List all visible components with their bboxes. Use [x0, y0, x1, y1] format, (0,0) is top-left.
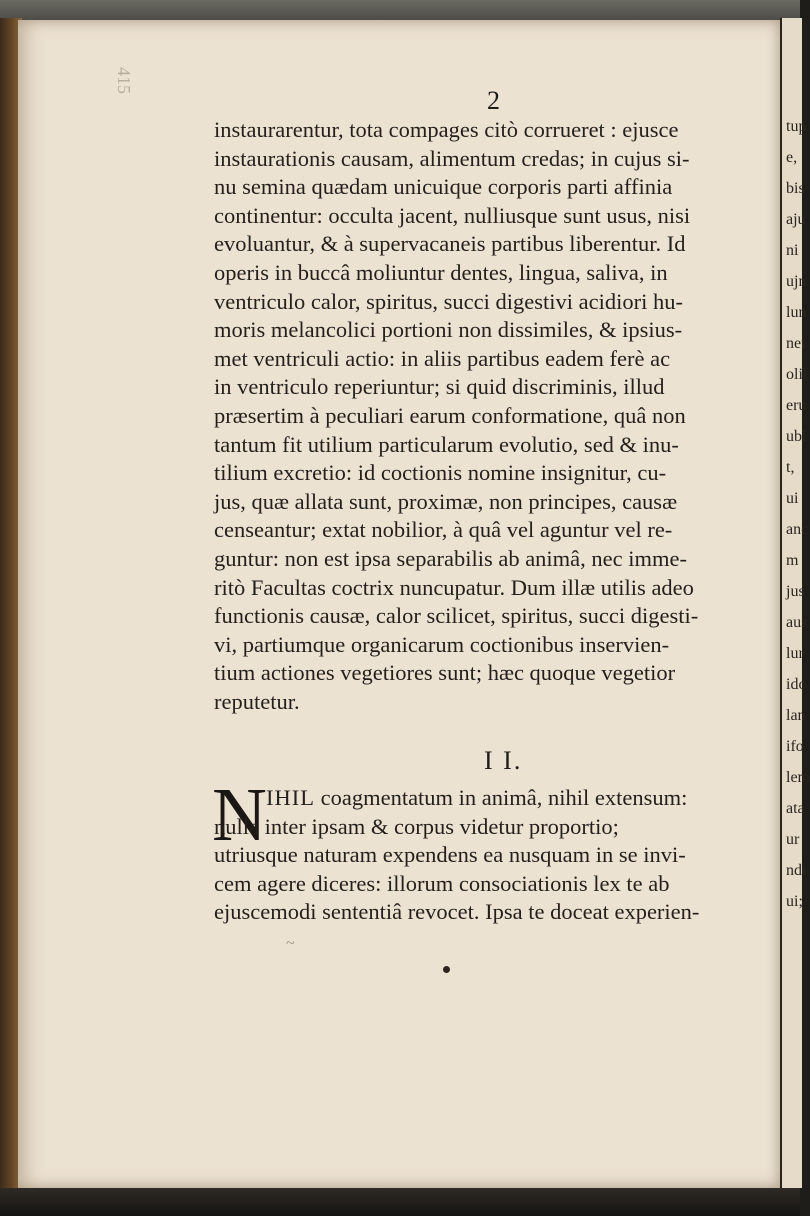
text-line: in ventriculo reperiuntur; si quid discriminis, illud	[214, 374, 665, 400]
text-line: instaurationis causam, alimentum credas; in cujus si-	[214, 145, 690, 171]
facing-page-fragment: anc	[786, 521, 809, 538]
text-line: tilium excretio: id coctionis nomine insignitur, cu-	[214, 460, 667, 486]
facing-page-fragment: ujn	[786, 273, 807, 290]
facing-page-fragment: ui	[786, 490, 799, 507]
first-word: IHIL	[266, 785, 315, 810]
text-line: reputetur.	[214, 688, 300, 714]
text-line: nu semina quædam unicuique corporis parti affinia	[214, 174, 673, 200]
text-line: utriusque naturam expendens ea nusquam in se invi-	[214, 842, 686, 868]
book-bottom-edge	[0, 1188, 800, 1216]
section-heading: I I.	[484, 746, 523, 775]
text-line: ventriculo calor, spiritus, succi digestivi acidiori hu-	[214, 288, 683, 314]
text-line: continentur: occulta jacent, nulliusque sunt usus, nisi	[214, 202, 691, 228]
facing-page-fragment: jus	[786, 583, 805, 600]
facing-page-fragment: ui;	[786, 893, 803, 910]
text-line: ejuscemodi sententiâ revocet. Ipsa te doceat experien-	[214, 899, 700, 925]
first-line-rest: coagmentatum in animâ, nihil extensum:	[314, 785, 688, 810]
text-line: instaurarentur, tota compages citò corrueret : ejusce	[214, 117, 679, 142]
facing-page-fragment: aju	[786, 211, 806, 228]
facing-page-fragment: lan	[786, 707, 806, 724]
text-line: operis in buccâ moliuntur dentes, lingua, saliva, in	[214, 259, 668, 285]
text-line: met ventriculi actio: in aliis partibus eadem ferè ac	[214, 345, 671, 371]
text-line: vi, partiumque organicarum coctionibus inservien-	[214, 631, 670, 657]
ink-spot	[443, 966, 450, 973]
paragraph-2-first-line	[214, 784, 774, 813]
facing-page-fragment: m	[786, 552, 799, 569]
text-line: ritò Facultas coctrix nuncupatur. Dum illæ utilis adeo	[214, 574, 694, 600]
drop-cap: N	[212, 773, 267, 857]
facing-page-fragment: ur	[786, 831, 800, 848]
text-line: tantum fit utilium particularum evolutio, sed & inu-	[214, 431, 679, 457]
paragraph-1	[214, 116, 774, 716]
text-line: functionis causæ, calor scilicet, spiritus, succi digesti-	[214, 603, 699, 629]
text-line: jus, quæ allata sunt, proximæ, non principes, causæ	[214, 488, 678, 514]
text-line: evoluantur, & à supervacaneis partibus liberentur. Id	[214, 231, 686, 257]
facing-page-fragment: lem	[786, 769, 810, 786]
facing-page-fragment: olil	[786, 366, 808, 383]
text-line: guntur: non est ipsa separabilis ab animâ, nec imme-	[214, 545, 687, 571]
text-line: censeantur; extat nobilior, à quâ vel aguntur vel re-	[214, 517, 673, 543]
pencil-annotation: 415	[114, 67, 134, 94]
book-top-edge	[0, 0, 800, 22]
facing-page-fragment: tup	[786, 118, 807, 135]
facing-page-fragment: aus	[786, 614, 808, 631]
text-line: tium actiones vegetiores sunt; hæc quoque vegetior	[214, 660, 676, 686]
facing-page-fragment: ni	[786, 242, 799, 259]
text-line: nulla inter ipsam & corpus videtur proportio;	[214, 813, 619, 839]
facing-page-fragment: bis	[786, 180, 805, 197]
page-number: 2	[487, 86, 500, 115]
text-line: cem agere diceres: illorum consociationis lex te ab	[214, 870, 670, 896]
facing-page-fragment: net	[786, 335, 806, 352]
facing-page-fragment: eru	[786, 397, 807, 414]
facing-page-fragment: ata	[786, 800, 805, 817]
facing-page-fragment: ubi	[786, 428, 807, 445]
text-line: moris melancolici portioni non dissimiles, & ipsius-	[214, 317, 683, 343]
facing-page-edge	[780, 18, 810, 1188]
paragraph-2	[214, 784, 774, 927]
facing-page-fragment: e,	[786, 149, 798, 166]
text-line: præsertim à peculiari earum conformatione, quâ non	[214, 402, 686, 428]
facing-page-fragment: ifo	[786, 738, 804, 755]
facing-page-fragment: t,	[786, 459, 795, 476]
facing-page-fragment: ndi	[786, 862, 807, 879]
facing-page-fragment: lun	[786, 304, 807, 321]
catchword-ornament: ~	[286, 935, 295, 952]
facing-page-fragment: lur	[786, 645, 804, 662]
facing-page-fragment: ido	[786, 676, 807, 693]
